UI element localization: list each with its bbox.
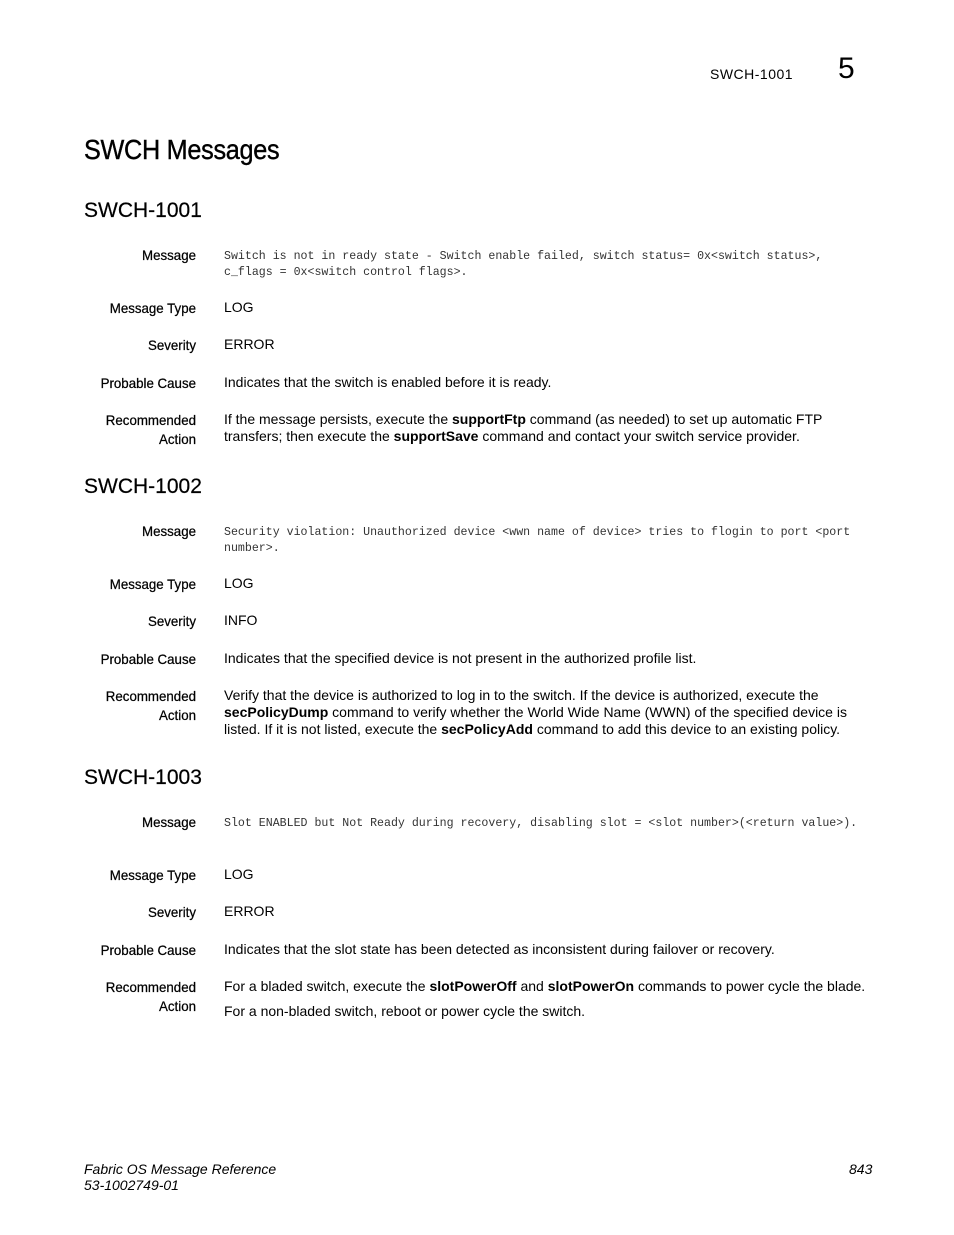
recommended-action-text (224, 411, 874, 445)
message-type-value: LOG (224, 866, 254, 882)
probable-cause-label: Probable Cause (100, 942, 196, 958)
message-text: Switch is not in ready state - Switch enable failed, switch status= 0x<switch status>, c_flags = 0x<switch control flags>. (224, 250, 823, 279)
recommended-action-label (63, 687, 196, 725)
recommended-action-label (63, 411, 196, 449)
message-label: Message (142, 523, 196, 539)
recommended-action-text (224, 687, 874, 738)
message-type-value: LOG (224, 299, 254, 315)
message-label: Message (142, 814, 196, 830)
page-number: 843 (849, 1161, 873, 1177)
action-text: command to add this device to an existing policy. (532, 721, 841, 737)
message-type-value: LOG (224, 575, 254, 591)
probable-cause-label: Probable Cause (100, 651, 196, 667)
severity-label: Severity (147, 613, 196, 629)
action-text: command (as needed) to set up automatic FTP transfers; then execute the (224, 411, 823, 444)
label-line-1: Recommended (105, 412, 196, 428)
label-line-2: Action (159, 707, 196, 723)
message-type-label: Message Type (109, 576, 196, 592)
command-name: supportFtp (452, 411, 526, 427)
label-line-1: Recommended (105, 979, 196, 995)
probable-cause-text: Indicates that the specified device is not present in the authorized profile list. (224, 650, 697, 666)
severity-value: ERROR (224, 903, 275, 919)
message-type-label: Message Type (109, 867, 196, 883)
message-type-label: Message Type (109, 300, 196, 316)
page-title: SWCH Messages (84, 134, 280, 165)
action-text: Verify that the device is authorized to log in to the switch. If the device is authorized, execute the (224, 687, 819, 703)
recommended-action-label (63, 978, 196, 1016)
severity-value: INFO (224, 612, 258, 628)
probable-cause-text: Indicates that the slot state has been detected as inconsistent during failover or recovery. (224, 941, 775, 957)
recommended-action-text (224, 978, 874, 1020)
action-text: For a bladed switch, execute the (224, 978, 430, 994)
running-header-label: SWCH-1001 (710, 66, 794, 82)
action-text: command to verify whether the World Wide Name (WWN) of the specified device is listed. If it is not listed, execute the (224, 704, 847, 737)
message-label: Message (142, 247, 196, 263)
action-text: and (516, 978, 548, 994)
action-text: commands to power cycle the blade. (634, 978, 866, 994)
chapter-number: 5 (838, 52, 855, 85)
footer-doc-title: Fabric OS Message Reference (84, 1161, 277, 1177)
action-text: command and contact your switch service provider. (478, 428, 800, 444)
section-title: SWCH-1001 (84, 199, 202, 222)
footer-left (84, 1161, 276, 1193)
severity-label: Severity (147, 337, 196, 353)
message-text: Slot ENABLED but Not Ready during recovery, disabling slot = <slot number>(<return value>). (224, 817, 858, 830)
section-title: SWCH-1003 (84, 766, 202, 789)
label-line-2: Action (159, 431, 196, 447)
probable-cause-label: Probable Cause (100, 375, 196, 391)
command-name: secPolicyDump (224, 704, 329, 720)
command-name: slotPowerOff (429, 978, 517, 994)
command-name: slotPowerOn (547, 978, 635, 994)
label-line-2: Action (159, 998, 196, 1014)
probable-cause-text: Indicates that the switch is enabled before it is ready. (224, 374, 552, 390)
section-title: SWCH-1002 (84, 475, 202, 498)
action-paragraph: For a non-bladed switch, reboot or power cycle the switch. (224, 1003, 586, 1019)
action-text: If the message persists, execute the (224, 411, 453, 427)
severity-label: Severity (147, 904, 196, 920)
severity-value: ERROR (224, 336, 275, 352)
command-name: supportSave (393, 428, 479, 444)
command-name: secPolicyAdd (441, 721, 533, 737)
message-text: Security violation: Unauthorized device <wwn name of device> tries to flogin to port <port number>. (224, 526, 851, 555)
footer-doc-number: 53-1002749-01 (84, 1177, 179, 1193)
action-paragraph (224, 978, 874, 995)
label-line-1: Recommended (105, 688, 196, 704)
